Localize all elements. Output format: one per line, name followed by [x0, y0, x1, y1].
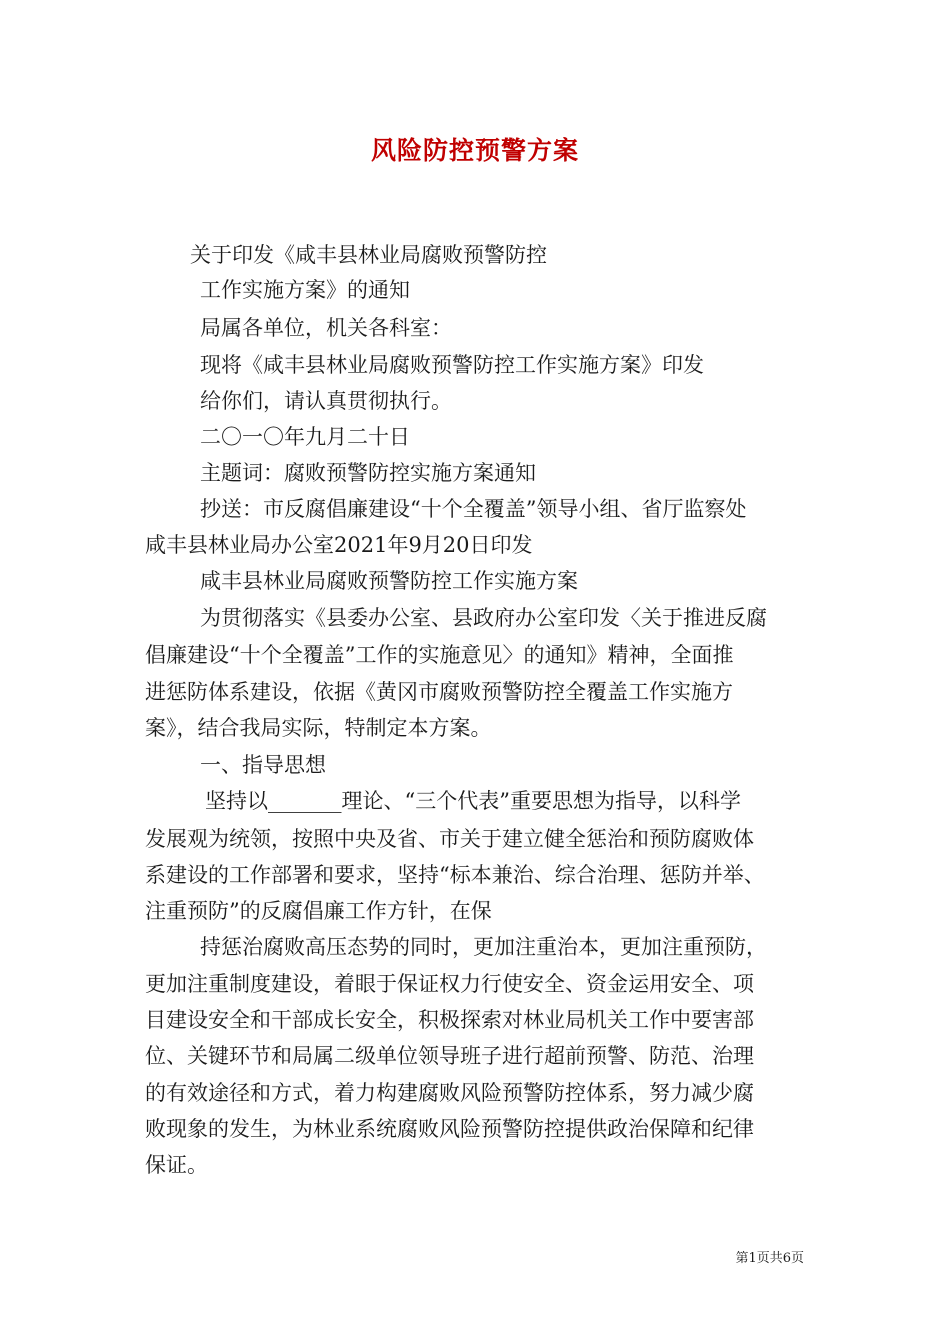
text-line: 目建设安全和干部成长安全，积极探索对林业局机关工作中要害部 — [145, 1008, 754, 1032]
text-line: 关于印发《咸丰县林业局腐败预警防控 — [190, 243, 547, 267]
text-line: 坚持以_______理论、“三个代表”重要思想为指导，以科学 — [205, 789, 741, 813]
text-line: 败现象的发生，为林业系统腐败风险预警防控提供政治保障和纪律 — [145, 1117, 754, 1141]
section-heading: 一、指导思想 — [200, 753, 326, 777]
text-line: 注重预防”的反腐倡廉工作方针，在保 — [145, 899, 492, 923]
text-line: 进惩防体系建设，依据《黄冈市腐败预警防控全覆盖工作实施方 — [145, 680, 733, 704]
document-title: 风险防控预警方案 — [370, 136, 579, 165]
text-line: 系建设的工作部署和要求，坚持“标本兼治、综合治理、惩防并举、 — [145, 863, 765, 887]
text-line: 主题词：腐败预警防控实施方案通知 — [200, 461, 536, 485]
text-line: 案》，结合我局实际，特制定本方案。 — [145, 716, 492, 740]
text-line: 保证。 — [145, 1153, 208, 1177]
text-line: 现将《咸丰县林业局腐败预警防控工作实施方案》印发 — [200, 353, 704, 377]
text-line: 局属各单位，机关各科室： — [200, 316, 452, 340]
text-line: 位、关键环节和局属二级单位领导班子进行超前预警、防范、治理 — [145, 1044, 754, 1068]
text-line: 给你们，请认真贯彻执行。 — [200, 389, 452, 413]
text-line: 倡廉建设“十个全覆盖”工作的实施意见〉的通知》精神，全面推 — [145, 643, 734, 667]
text-line: 咸丰县林业局腐败预警防控工作实施方案 — [200, 569, 578, 593]
page-number: 第1页共6页 — [735, 1251, 804, 1266]
text-line: 工作实施方案》的通知 — [200, 278, 410, 302]
text-line: 为贯彻落实《县委办公室、县政府办公室印发〈关于推进反腐 — [200, 606, 767, 630]
text-line: 更加注重制度建设，着眼于保证权力行使安全、资金运用安全、项 — [145, 972, 754, 996]
text-line: 咸丰县林业局办公室2021年9月20日印发 — [145, 533, 533, 557]
text-line: 的有效途径和方式，着力构建腐败风险预警防控体系，努力减少腐 — [145, 1081, 754, 1105]
text-line: 发展观为统领，按照中央及省、市关于建立健全惩治和预防腐败体 — [145, 827, 754, 851]
text-line: 二〇一〇年九月二十日 — [200, 425, 410, 449]
text-line: 持惩治腐败高压态势的同时，更加注重治本，更加注重预防， — [200, 935, 767, 959]
text-line: 抄送：市反腐倡廉建设“十个全覆盖”领导小组、省厅监察处 — [200, 497, 747, 521]
